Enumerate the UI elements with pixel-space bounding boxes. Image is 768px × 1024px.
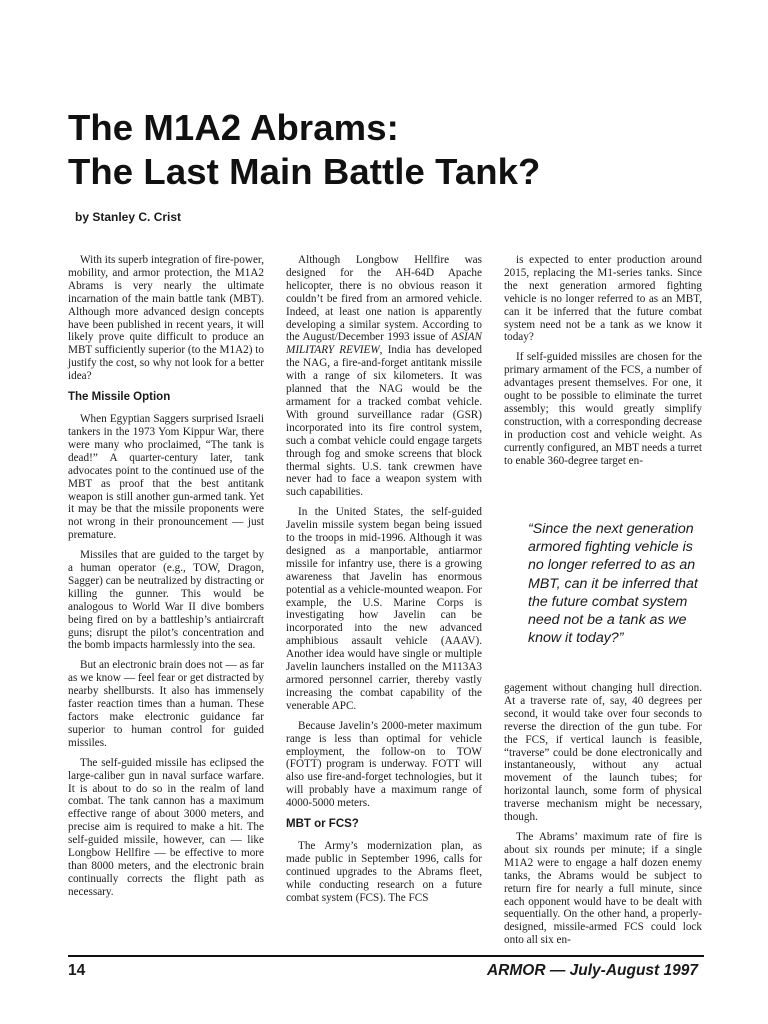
title-line-1: The M1A2 Abrams:	[68, 107, 399, 148]
publication-name: ASIAN MILITARY REVIEW	[286, 331, 482, 357]
pull-quote: “Since the next generation armored fighting vehicle is no longer referred to as an MBT, can it be inferred that the future combat system need not be a tank as we know it today?”	[528, 521, 698, 647]
paragraph: The self-guided missile has eclipsed the large-caliber gun in naval surface warfare. It is about to do so in the realm of land combat. The tank cannon has a maximum effective range of about 3000 meters, and precise aim is required to make a hit. The self-guided missile, however, can — like Longbow Hellfire — be effective to more than 8000 meters, and the electronic brain continually corrects the flight path as necessary.	[68, 756, 264, 898]
title-line-2: The Last Main Battle Tank?	[68, 151, 541, 192]
paragraph: When Egyptian Saggers surprised Israeli tankers in the 1973 Yom Kippur War, there were many who proclaimed, “The tank is dead!” A quarter-century later, tank advocates point to the continued use of the MBT as proof that the best antitank weapon is still another gun-armed tank. Yet it may be that the missile proponents were not wrong in their pronouncement — just premature.	[68, 413, 264, 542]
section-heading-mbt-or-fcs: MBT or FCS?	[286, 818, 359, 831]
article-title	[68, 106, 708, 194]
section-heading-missile-option: The Missile Option	[68, 391, 171, 404]
byline: by Stanley C. Crist	[75, 210, 182, 224]
paragraph: is expected to enter production around 2015, replacing the M1-series tanks. Since the next generation armored fighting vehicle is no longer referred to as an MBT, can it be inferred that the future combat system need not be a tank as we know it today?	[504, 254, 702, 344]
paragraph: Because Javelin’s 2000-meter maximum range is less than optimal for vehicle employment, the follow-on to TOW (FOTT) program is underway. FOTT will also use fire-and-forget technologies, but it will probably have a maximum range of 4000-5000 meters.	[286, 719, 482, 810]
publication-footer: ARMOR — July-August 1997	[486, 962, 698, 979]
text-run: Although Longbow Hellfire was designed for the AH-64D Apache helicopter, there is no obvious reason it couldn’t be fired from an armored vehicle. Indeed, at least one nation is apparently developing a similar system. According to the August/December 1993 issue of	[286, 254, 482, 344]
column-3-bottom	[504, 682, 702, 954]
page-number: 14	[68, 962, 86, 979]
paragraph	[286, 254, 482, 499]
paragraph: The Army’s modernization plan, as made public in September 1996, calls for continued upgrades to the Abrams fleet, while conducting research on a future combat system (FCS). The FCS	[286, 840, 482, 904]
paragraph: In the United States, the self-guided Javelin missile system began being issued to the troops in mid-1996. Although it was designed as a manportable, antiarmor missile for infantry use, there is a growing awareness that Javelin has enormous potential as a vehicle-mounted weapon. For example, the U.S. Marine Corps is investigating how Javelin can be incorporated into the new advanced amphibious assault vehicle (AAAV). Another idea would have single or multiple Javelin launchers installed on the M113A3 armored personnel carrier, thereby vastly increasing the combat capability of the venerable APC.	[286, 506, 482, 712]
text-run: , India has developed the NAG, a fire-and-forget antitank missile with a range of six kilometers. It was planned that the NAG would be the armament for a tracked combat vehicle. With ground surveillance radar (GSR) incorporated into its fire control system, such a combat vehicle could engage targets through fog and smoke screens that block thermal sights. U.S. tank crewmen have never had to face a weapon system with such capabilities.	[286, 344, 482, 499]
footer-rule	[68, 955, 704, 957]
column-2	[286, 254, 482, 912]
paragraph: With its superb integration of fire-power, mobility, and armor protection, the M1A2 Abrams is very nearly the ultimate incarnation of the main battle tank (MBT). Although more advanced design concepts have been published in recent years, it will likely prove quite difficult to produce an MBT sufficiently superior (to the M1A2) to justify the cost, so why not look for a better idea?	[68, 254, 264, 383]
paragraph: gagement without changing hull direction. At a traverse rate of, say, 40 degrees per second, it would take over four seconds to reverse the direction of the gun tube. For the FCS, if vertical launch is feasible, “traverse” could be done electronically and instantaneously, without any actual movement of the launch tubes; for horizontal launch, some form of physical traverse mechanism might be necessary, though.	[504, 682, 702, 824]
paragraph: If self-guided missiles are chosen for the primary armament of the FCS, a number of advantages present themselves. For one, it ought to be possible to eliminate the turret assembly; this would greatly simplify construction, with a corresponding decrease in production cost and vehicle weight. As currently configured, an MBT needs a turret to enable 360-degree target en-	[504, 351, 702, 467]
column-1	[68, 254, 264, 906]
paragraph: But an electronic brain does not — as far as we know — feel fear or get distracted by nearby shellbursts. It also has immensely faster reaction times than a human. These factors make electronic guidance far superior to human control for guided missiles.	[68, 659, 264, 749]
paragraph: The Abrams’ maximum rate of fire is about six rounds per minute; if a single M1A2 were to engage a half dozen enemy tanks, the Abrams would be subject to return fire for nearly a full minute, since each opponent would have to be dealt with sequentially. On the other hand, a properly-designed, missile-armed FCS could lock onto all six en-	[504, 830, 702, 947]
column-3-top	[504, 254, 702, 475]
paragraph: Missiles that are guided to the target by a human operator (e.g., TOW, Dragon, Sagger) can be neutralized by distracting or killing the gunner. This would be analogous to World War II dive bombers being fired on by a battleship’s antiaircraft guns; disrupt the pilot’s concentration and the bomb impacts harmlessly into the sea.	[68, 549, 264, 652]
